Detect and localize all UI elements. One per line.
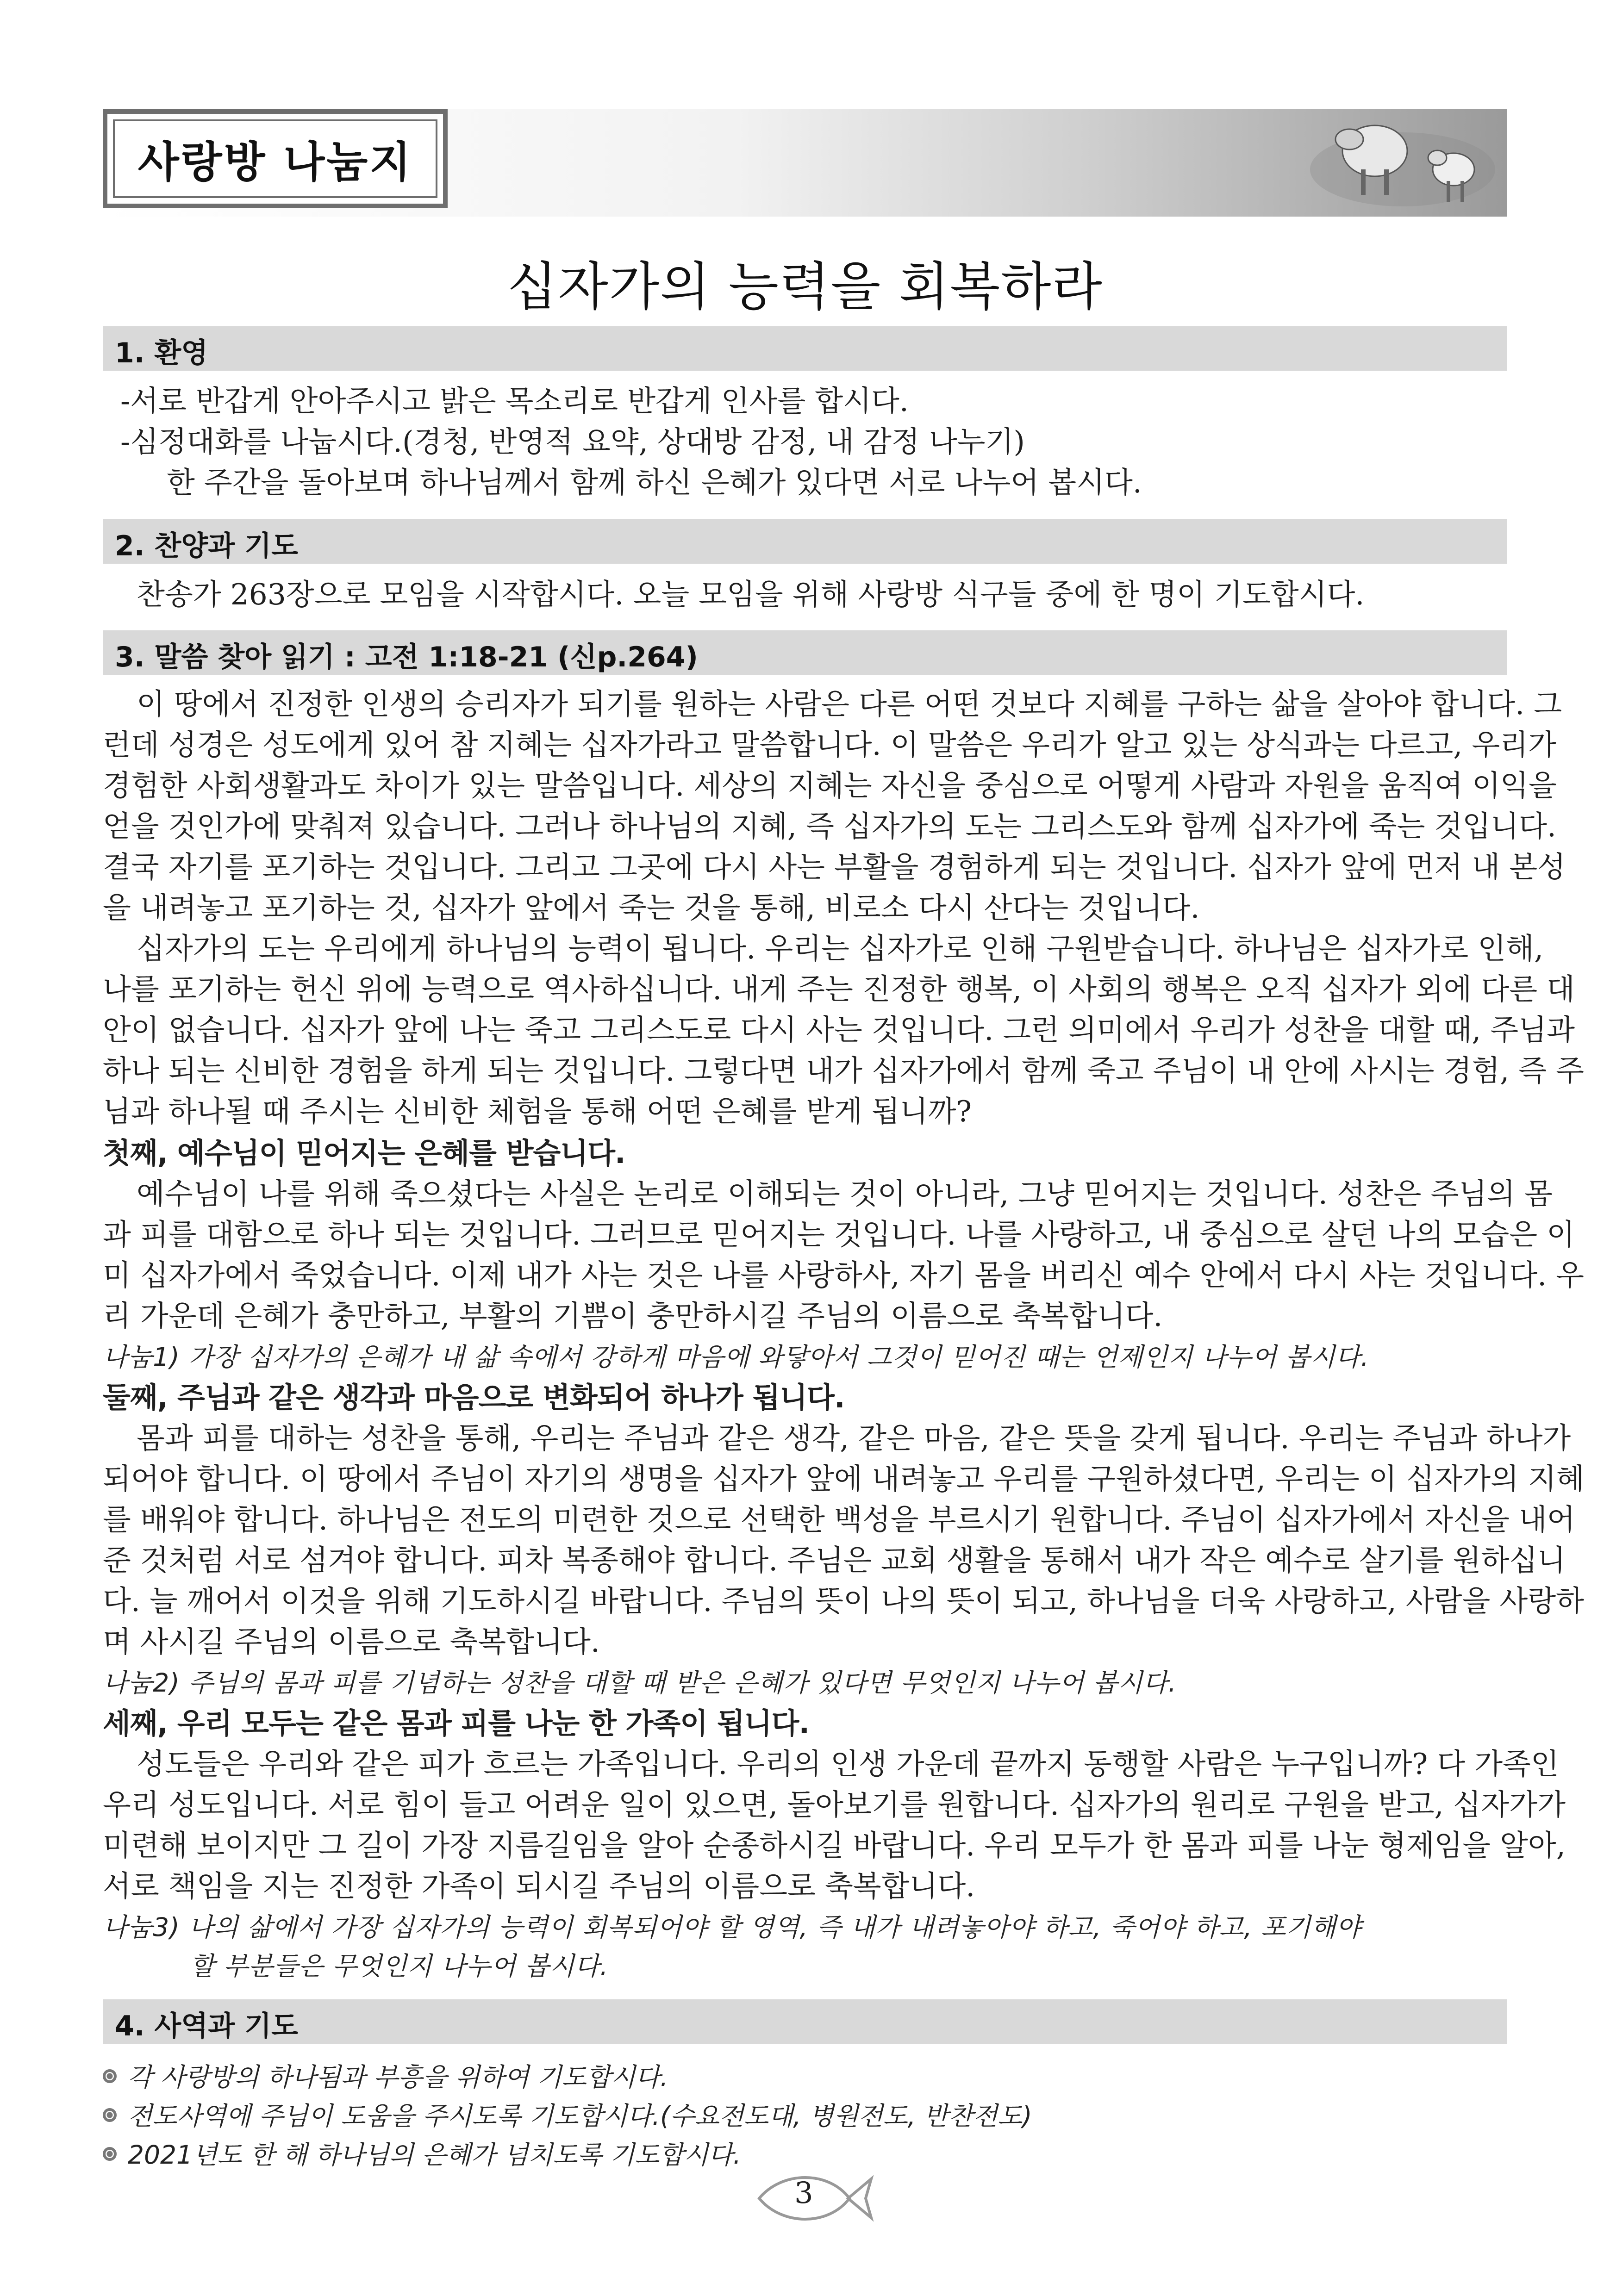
page-number: 3 — [794, 2176, 813, 2210]
text-line: -심정대화를 나눕시다.(경청, 반영적 요약, 상대방 감정, 내 감정 나누기) — [120, 425, 1025, 459]
discussion-question-3-cont: 할 부분들은 무엇인지 나누어 봅시다. — [190, 1951, 609, 1981]
section-heading-4: 4. 사역과 기도 — [103, 1999, 1507, 2044]
text-line: 예수님이 나를 위해 죽으셨다는 사실은 논리로 이해되는 것이 아니라, 그냥 믿어지는 것입니다. 성찬은 주님의 몸 — [137, 1177, 1553, 1211]
sheep-photo — [1305, 100, 1500, 216]
text-line: 리 가운데 은혜가 충만하고, 부활의 기쁨이 충만하시길 주님의 이름으로 축복합니다. — [103, 1299, 1163, 1333]
section-heading-3: 3. 말씀 찾아 읽기 : 고전 1:18-21 (신p.264) — [103, 630, 1507, 675]
bullet-icon — [103, 2069, 117, 2083]
text-line: 이 땅에서 진정한 인생의 승리자가 되기를 원하는 사람은 다른 어떤 것보다 지혜를 구하는 삶을 살아야 합니다. 그 — [137, 687, 1562, 721]
text-line: 얻을 것인가에 맞춰져 있습니다. 그러나 하나님의 지혜, 즉 십자가의 도는 그리스도와 함께 십자가에 죽는 것입니다. — [103, 809, 1556, 843]
prayer-item: 각 사랑방의 하나됨과 부흥을 위하여 기도합시다. — [103, 2059, 668, 2096]
text-line: 몸과 피를 대하는 성찬을 통해, 우리는 주님과 같은 생각, 같은 마음, 같은 뜻을 갖게 됩니다. 우리는 주님과 하나가 — [137, 1421, 1571, 1455]
text-line: 우리 성도입니다. 서로 힘이 들고 어려운 일이 있으면, 돌아보기를 원합니다. 십자가의 원리로 구원을 받고, 십자가가 — [103, 1788, 1566, 1822]
section-heading-1: 1. 환영 — [103, 326, 1507, 371]
text-line: 과 피를 대함으로 하나 되는 것입니다. 그러므로 믿어지는 것입니다. 나를 사랑하고, 내 중심으로 살던 나의 모습은 이 — [103, 1218, 1575, 1251]
text-line: 찬송가 263장으로 모임을 시작합시다. 오늘 모임을 위해 사랑방 식구들 중에 한 명이 기도합시다. — [137, 578, 1365, 611]
discussion-question-1: 나눔1) 가장 십자가의 은혜가 내 삶 속에서 강하게 마음에 와닿아서 그것이 믿어진 때는 언제인지 나누어 봅시다. — [103, 1342, 1369, 1372]
text-line: 안이 없습니다. 십자가 앞에 나는 죽고 그리스도로 다시 사는 것입니다. 그런 의미에서 우리가 성찬을 대할 때, 주님과 — [103, 1013, 1575, 1047]
text-line: 를 배워야 합니다. 하나님은 전도의 미련한 것으로 선택한 백성을 부르시기 원합니다. 주님이 십자가에서 자신을 내어 — [103, 1503, 1575, 1537]
subheading-3: 세째, 우리 모두는 같은 몸과 피를 나눈 한 가족이 됩니다. — [103, 1706, 809, 1740]
text-line: 며 사시길 주님의 이름으로 축복합니다. — [103, 1625, 600, 1659]
text-line: 성도들은 우리와 같은 피가 흐르는 가족입니다. 우리의 인생 가운데 끝까지 동행할 사람은 누구입니까? 다 가족인 — [137, 1747, 1559, 1781]
discussion-question-2: 나눔2) 주님의 몸과 피를 기념하는 성찬을 대할 때 받은 은혜가 있다면 무엇인지 나누어 봅시다. — [103, 1668, 1177, 1698]
text-line: 하나 되는 신비한 경험을 하게 되는 것입니다. 그렇다면 내가 십자가에서 함께 죽고 주님이 내 안에 사시는 경험, 즉 주 — [103, 1054, 1584, 1088]
bullet-icon — [103, 2147, 117, 2161]
prayer-item: 전도사역에 주님이 도움을 주시도록 기도합시다.(수요전도대, 병원전도, 반찬전도) — [103, 2097, 1032, 2134]
subheading-2: 둘째, 주님과 같은 생각과 마음으로 변화되어 하나가 됩니다. — [103, 1381, 845, 1414]
discussion-question-3: 나눔3) 나의 삶에서 가장 십자가의 능력이 회복되어야 할 영역, 즉 내가 내려놓아야 하고, 죽어야 하고, 포기해야 — [103, 1912, 1361, 1942]
text-line: 을 내려놓고 포기하는 것, 십자가 앞에서 죽는 것을 통해, 비로소 다시 산다는 것입니다. — [103, 891, 1200, 925]
text-line: 님과 하나될 때 주시는 신비한 체험을 통해 어떤 은혜를 받게 됩니까? — [103, 1095, 972, 1128]
text-line: 경험한 사회생활과도 차이가 있는 말씀입니다. 세상의 지혜는 자신을 중심으로 어떻게 사람과 자원을 움직여 이익을 — [103, 769, 1557, 803]
text-line: 런데 성경은 성도에게 있어 참 지혜는 십자가라고 말씀합니다. 이 말씀은 우리가 알고 있는 상식과는 다르고, 우리가 — [103, 728, 1556, 762]
header-label-box — [103, 109, 448, 208]
text-line: 결국 자기를 포기하는 것입니다. 그리고 그곳에 다시 사는 부활을 경험하게 되는 것입니다. 십자가 앞에 먼저 내 본성 — [103, 850, 1566, 884]
text-line: 한 주간을 돌아보며 하나님께서 함께 하신 은혜가 있다면 서로 나누어 봅시다. — [167, 466, 1142, 499]
bullet-icon — [103, 2108, 117, 2122]
text-line: -서로 반갑게 안아주시고 밝은 목소리로 반갑게 인사를 합시다. — [120, 384, 909, 418]
text-line: 다. 늘 깨어서 이것을 위해 기도하시길 바랍니다. 주님의 뜻이 나의 뜻이 되고, 하나님을 더욱 사랑하고, 사람을 사랑하 — [103, 1584, 1584, 1618]
section-heading-2: 2. 찬양과 기도 — [103, 519, 1507, 564]
text-line: 미 십자가에서 죽었습니다. 이제 내가 사는 것은 나를 사랑하사, 자기 몸을 버리신 예수 안에서 다시 사는 것입니다. 우 — [103, 1258, 1584, 1292]
text-line: 서로 책임을 지는 진정한 가족이 되시길 주님의 이름으로 축복합니다. — [103, 1869, 975, 1903]
document-title: 십자가의 능력을 회복하라 — [507, 257, 1103, 317]
text-line: 나를 포기하는 헌신 위에 능력으로 역사하십니다. 내게 주는 진정한 행복, 이 사회의 행복은 오직 십자가 외에 다른 대 — [103, 972, 1575, 1006]
text-line: 십자가의 도는 우리에게 하나님의 능력이 됩니다. 우리는 십자가로 인해 구원받습니다. 하나님은 십자가로 인해, — [137, 932, 1543, 965]
prayer-item: 2021년도 한 해 하나님의 은혜가 넘치도록 기도합시다. — [103, 2136, 741, 2173]
text-line: 되어야 합니다. 이 땅에서 주님이 자기의 생명을 십자가 앞에 내려놓고 우리를 구원하셨다면, 우리는 이 십자가의 지혜 — [103, 1462, 1585, 1496]
page-number-badge — [750, 2166, 875, 2231]
text-line: 미련해 보이지만 그 길이 가장 지름길임을 알아 순종하시길 바랍니다. 우리 모두가 한 몸과 피를 나눈 형제임을 알아, — [103, 1829, 1566, 1862]
header-label: 사랑방 나눔지 — [137, 137, 413, 187]
text-line: 준 것처럼 서로 섬겨야 합니다. 피차 복종해야 합니다. 주님은 교회 생활을 통해서 내가 작은 예수로 살기를 원하십니 — [103, 1543, 1566, 1577]
subheading-1: 첫째, 예수님이 믿어지는 은혜를 받습니다. — [103, 1136, 625, 1170]
